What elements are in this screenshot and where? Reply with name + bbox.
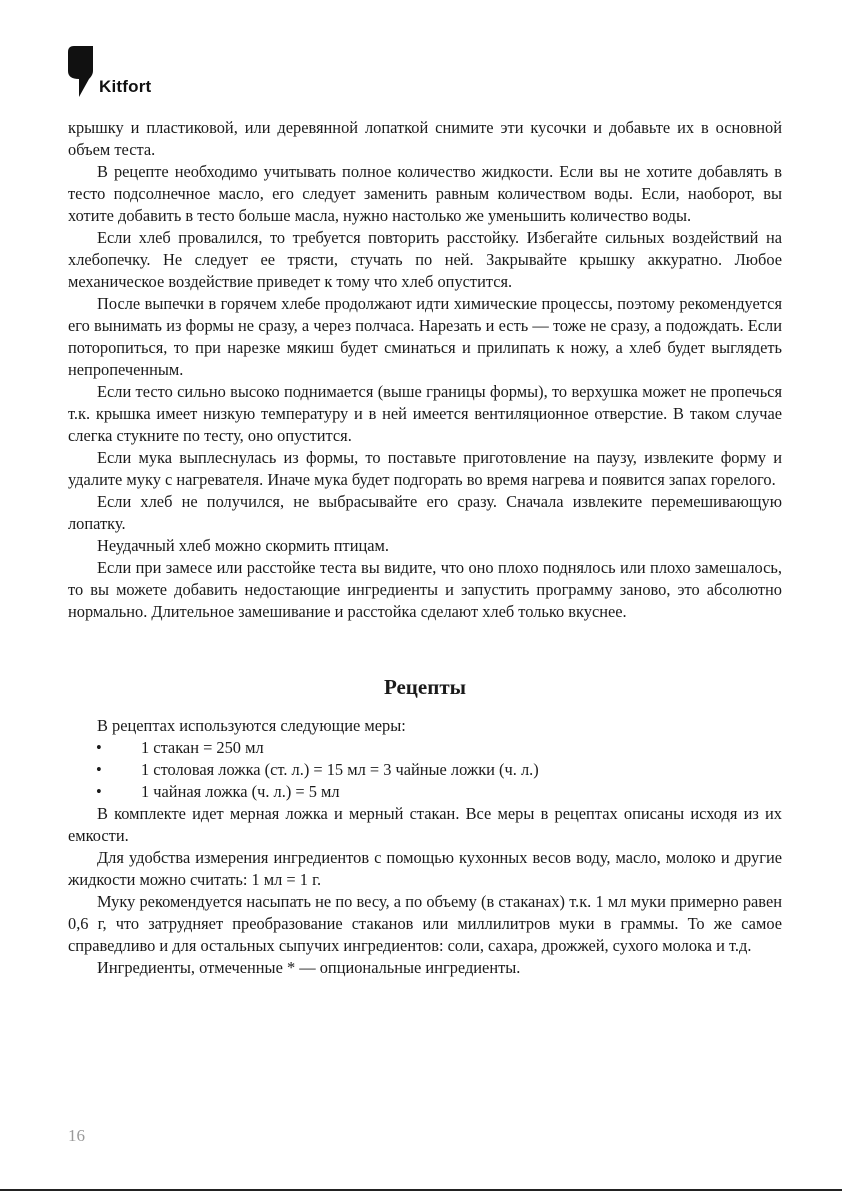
paragraph: Если хлеб провалился, то требуется повторить расстойку. Избегайте сильных воздействий на хлебопечку. Не следует ее трясти, стучать по ней. Закрывайте крышку аккуратно. Любое механическое воздействие приведет к тому что хлеб опустится.: [68, 228, 782, 291]
paragraph: Если тесто сильно высоко поднимается (выше границы формы), то верхушка может не пропечься т.к. крышка имеет низкую температуру и в ней имеется вентиляционное отверстие. В таком случае слегка стукните по тесту, оно опустится.: [68, 382, 782, 445]
paragraph: В рецепте необходимо учитывать полное количество жидкости. Если вы не хотите добавлять в тесто подсолнечное масло, его следует заменить равным количеством воды. Если, наоборот, вы хотите добавить в тесто больше масла, нужно настолько же уменьшить количество воды.: [68, 162, 782, 225]
paragraph: Неудачный хлеб можно скормить птицам.: [97, 536, 390, 555]
list-item: [68, 737, 782, 759]
bullet-icon: •: [96, 760, 102, 779]
list-item: [68, 781, 782, 803]
brand-name: Kitfort: [99, 77, 152, 96]
paragraph: Ингредиенты, отмеченные * — опциональные ингредиенты.: [97, 958, 521, 977]
page-body: [68, 117, 782, 979]
measure-text: 1 стакан = 250 мл: [141, 738, 264, 757]
paragraph: В комплекте идет мерная ложка и мерный стакан. Все меры в рецептах описаны исходя из их емкости.: [68, 804, 782, 845]
measures-list: [68, 737, 782, 803]
paragraph: Для удобства измерения ингредиентов с помощью кухонных весов воду, масло, молоко и другие жидкости можно считать: 1 мл = 1 г.: [68, 848, 782, 889]
measures-intro: В рецептах используются следующие меры:: [97, 716, 406, 735]
bullet-icon: •: [96, 782, 102, 801]
paragraph: Если хлеб не получился, не выбрасывайте его сразу. Сначала извлеките перемешивающую лопатку.: [68, 492, 782, 533]
measure-text: 1 столовая ложка (ст. л.) = 15 мл = 3 чайные ложки (ч. л.): [141, 760, 539, 779]
section-heading: Рецепты: [383, 675, 467, 699]
page-number: 16: [68, 1126, 85, 1145]
bullet-icon: •: [96, 738, 102, 757]
paragraph: После выпечки в горячем хлебе продолжают идти химические процессы, поэтому рекомендуется его вынимать из формы не сразу, а через полчаса. Нарезать и есть — тоже не сразу, а подождать. Если поторопиться, то при нарезке мякиш будет сминаться и прилипать к ножу, а хлеб будет выглядеть непропеченным.: [68, 294, 782, 379]
kitfort-logo-icon: [68, 46, 98, 98]
paragraph: крышку и пластиковой, или деревянной лопаткой снимите эти кусочки и добавьте их в основной объем теста.: [68, 118, 782, 159]
brand-logo: [68, 46, 208, 100]
list-item: [68, 759, 782, 781]
measure-text: 1 чайная ложка (ч. л.) = 5 мл: [141, 782, 340, 801]
paragraph: Муку рекомендуется насыпать не по весу, а по объему (в стаканах) т.к. 1 мл муки примерно равен 0,6 г, что затрудняет преобразование стаканов или миллилитров муки в граммы. То же самое справедливо и для остальных сыпучих ингредиентов: соли, сахара, дрожжей, сухого молока и т.д.: [68, 892, 782, 955]
paragraph: Если мука выплеснулась из формы, то поставьте приготовление на паузу, извлеките форму и удалите муку с нагревателя. Иначе мука будет подгорать во время нагрева и появится запах горелого.: [68, 448, 782, 489]
paragraph: Если при замесе или расстойке теста вы видите, что оно плохо поднялось или плохо замешалось, то вы можете добавить недостающие ингредиенты и запустить программу заново, это абсолютно нормально. Длительное замешивание и расстойка сделают хлеб только вкуснее.: [68, 558, 782, 621]
